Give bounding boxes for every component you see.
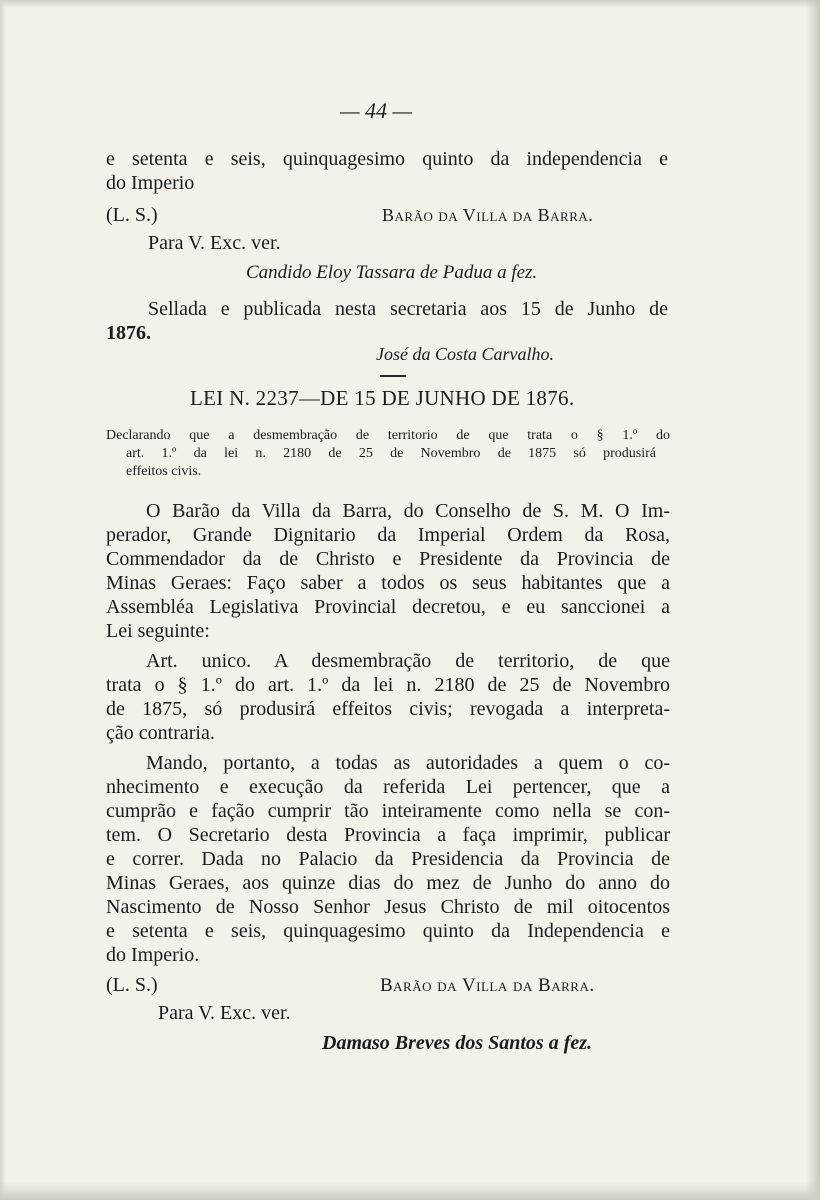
mando-2: nhecimento e execução da referida Lei pertencer, que a — [106, 776, 670, 798]
mando-8: e setenta e seis, quinquagesimo quinto da Independencia e — [106, 920, 670, 942]
law-clerk: Damaso Breves dos Santos a fez. — [322, 1032, 593, 1054]
preamble-1: O Barão da Villa da Barra, do Conselho de S. M. O Im- — [146, 500, 670, 522]
law-seal: (L. S.) — [106, 974, 158, 996]
law-signer: Barão da Villa da Barra. — [380, 975, 595, 996]
article-1: Art. unico. A desmembração de territorio, de que — [146, 650, 670, 672]
law-title: LEI N. 2237—DE 15 DE JUNHO DE 1876. — [190, 386, 575, 410]
page-edge-right — [806, 0, 820, 1200]
mando-9: do Imperio. — [106, 944, 200, 966]
top-signer: Barão da Villa da Barra. — [382, 205, 594, 225]
page-edge-bottom — [0, 1182, 820, 1200]
top-seal: (L. S.) — [106, 204, 158, 226]
mando-6: Minas Geraes, aos quinze dias do mez de Junho do anno do — [106, 872, 670, 894]
mando-1: Mando, portanto, a todas as autoridades a quem o co- — [146, 752, 670, 774]
top-line-1: e setenta e seis, quinquagesimo quinto da independencia e — [106, 148, 668, 170]
law-summary-1: Declarando que a desmembração de territorio de que trata o § 1.º do — [106, 428, 670, 443]
mando-5: e correr. Dada no Palacio da Presidencia da Provincia de — [106, 848, 670, 870]
mando-4: tem. O Secretario desta Provincia a faça imprimir, publicar — [106, 824, 670, 846]
page-number: — 44 — — [340, 98, 413, 123]
article-4: ção contraria. — [106, 722, 215, 744]
article-3: de 1875, só produsirá effeitos civis; revogada a interpreta- — [106, 698, 670, 720]
article-2: trata o § 1.º do art. 1.º da lei n. 2180 de 25 de Novembro — [106, 674, 670, 696]
top-line-2: do Imperio — [106, 172, 195, 194]
law-summary-3: effeitos civis. — [126, 464, 202, 479]
law-summary-2: art. 1.º da lei n. 2180 de 25 de Novembro de 1875 só produsirá — [126, 446, 656, 461]
separator-rule — [380, 375, 406, 377]
preamble-5: Assembléa Legislativa Provincial decretou, e eu sanccionei a — [106, 596, 670, 618]
law-para: Para V. Exc. ver. — [158, 1002, 291, 1024]
mando-3: cumprão e fação cumprir tão inteiramente como nella se con- — [106, 800, 670, 822]
preamble-3: Commendador da de Christo e Presidente da Provincia de — [106, 548, 670, 570]
preamble-2: perador, Grande Dignitario da Imperial Ordem da Rosa, — [106, 524, 670, 546]
page-edge-top — [0, 0, 820, 8]
sellada-line-2: 1876. — [106, 322, 151, 344]
preamble-6: Lei seguinte: — [106, 620, 210, 642]
top-para: Para V. Exc. ver. — [148, 232, 281, 254]
top-secretary: José da Costa Carvalho. — [376, 344, 554, 364]
sellada-line-1: Sellada e publicada nesta secretaria aos 15 de Junho de — [148, 298, 668, 320]
top-clerk: Candido Eloy Tassara de Padua a fez. — [246, 262, 538, 283]
preamble-4: Minas Geraes: Faço saber a todos os seus habitantes que a — [106, 572, 670, 594]
page-edge-left — [0, 0, 6, 1200]
mando-7: Nascimento de Nosso Senhor Jesus Christo de mil oitocentos — [106, 896, 670, 918]
